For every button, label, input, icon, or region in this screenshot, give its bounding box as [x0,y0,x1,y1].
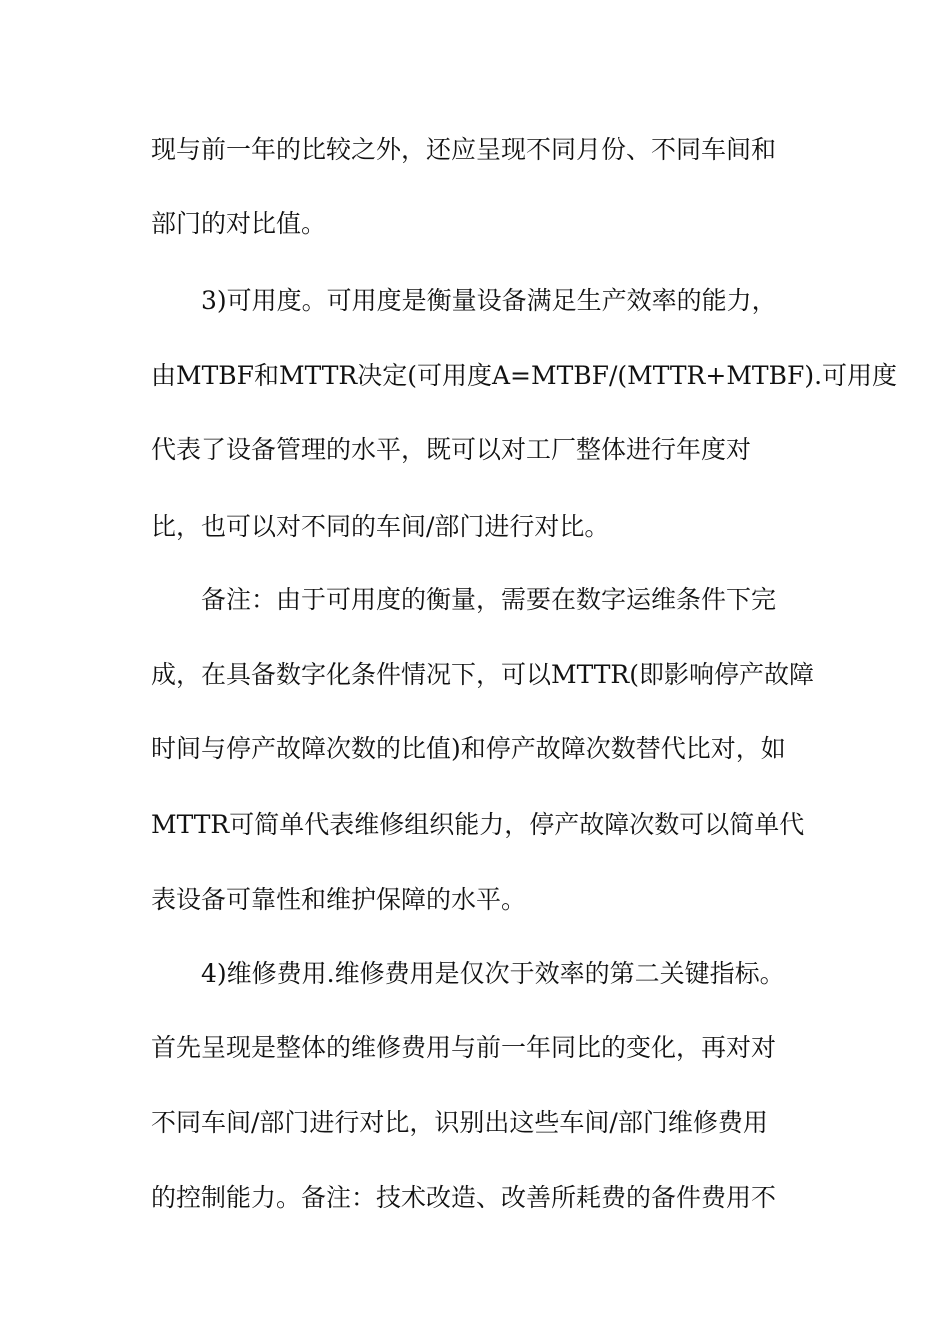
text-line: 表设备可靠性和维护保障的水平。 [151,885,527,914]
text-line: 的控制能力。备注：技术改造、改善所耗费的备件费用不 [151,1183,777,1212]
text-line: 4)维修费用.维修费用是仅次于效率的第二关键指标。 [201,959,785,988]
text-line: 不同车间/部门进行对比，识别出这些车间/部门维修费用 [151,1108,768,1137]
text-line: 代表了设备管理的水平，既可以对工厂整体进行年度对 [151,435,752,464]
text-line: MTTR可简单代表维修组织能力，停产故障次数可以简单代 [151,810,805,839]
text-line: 部门的对比值。 [151,209,327,238]
text-line: 现与前一年的比较之外，还应呈现不同月份、不同车间和 [151,135,777,164]
text-line: 由MTBF和MTTR决定(可用度A=MTBF/(MTTR+MTBF).可用度 [151,361,898,390]
text-line: 首先呈现是整体的维修费用与前一年同比的变化，再对对 [151,1033,777,1062]
text-line: 备注：由于可用度的衡量，需要在数字运维条件下完 [201,585,777,614]
text-line: 3)可用度。可用度是衡量设备满足生产效率的能力， [201,286,777,315]
text-line: 成，在具备数字化条件情况下，可以MTTR(即影响停产故障 [151,660,814,689]
text-line: 比，也可以对不同的车间/部门进行对比。 [151,512,610,541]
text-line: 时间与停产故障次数的比值)和停产故障次数替代比对，如 [151,734,786,763]
